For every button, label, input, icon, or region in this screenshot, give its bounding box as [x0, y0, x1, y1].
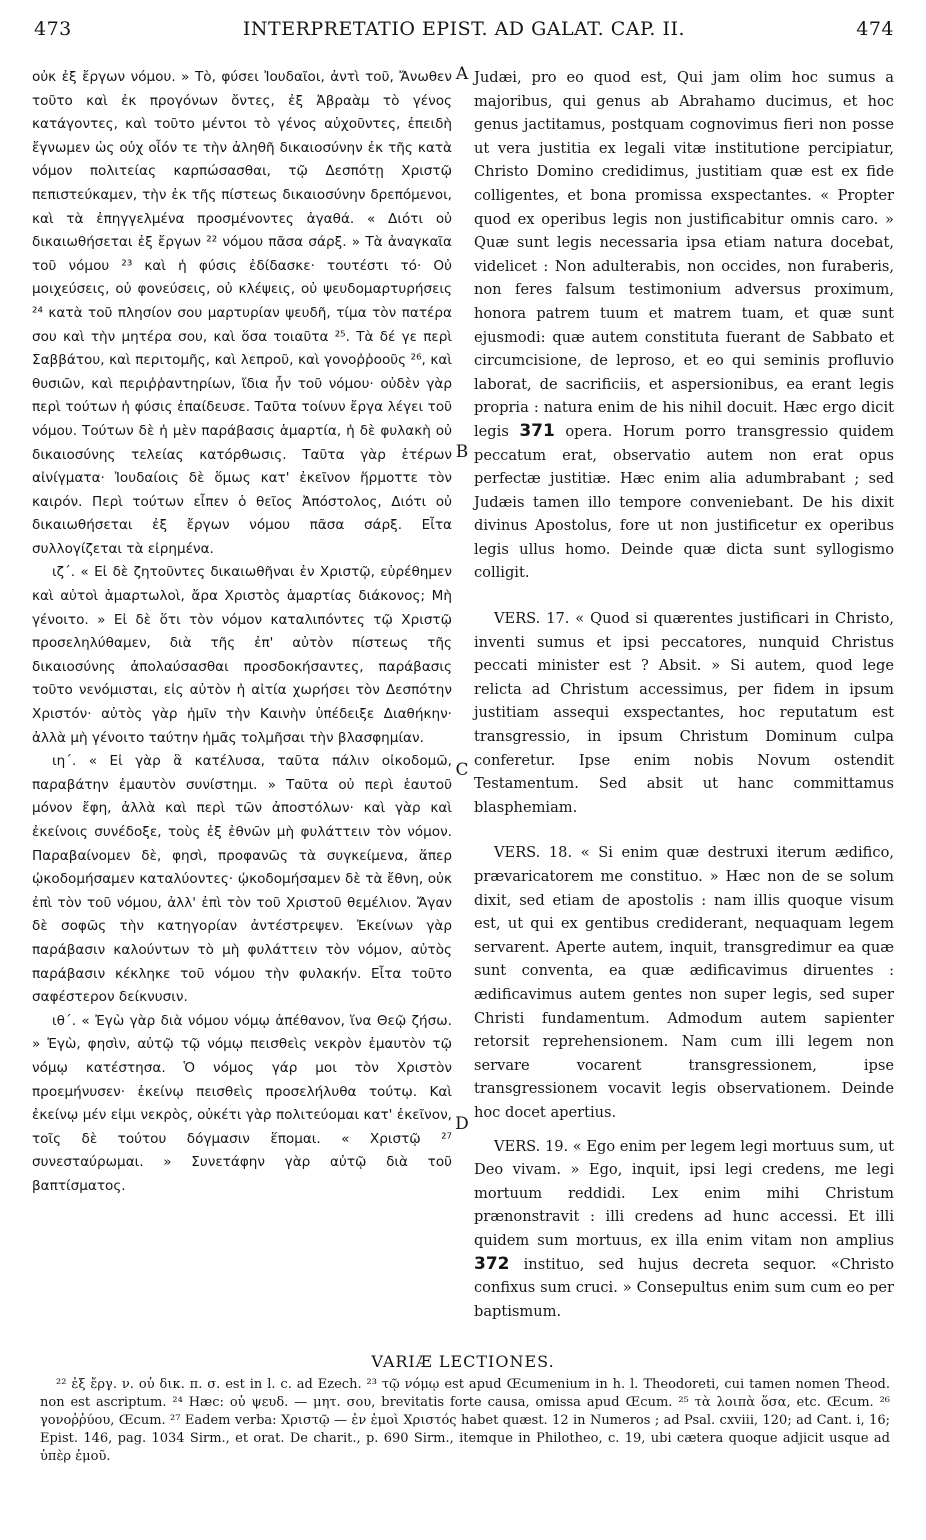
- variae-lectiones-heading: VARIÆ LECTIONES.: [371, 1352, 555, 1371]
- latin-paragraph: VERS. 17. « Quod si quærentes justificari in Christo, inventi sumus et ipsi peccatores, nunquid Christus peccati minister est ? Absit. » Si autem, quod lege relicta ad Christum accessimus, per fidem in ipsum justitiam assequi exspectantes, hoc reputatum est transgressio, in ipsum Christum Dominum culpa conferetur. Ipse enim nobis Novum ostendit Testamentum. Sed absit ut hanc committamus blasphemiam.: [474, 610, 894, 816]
- latin-paragraph: [474, 1135, 894, 1324]
- margin-letter-a: A: [455, 64, 469, 84]
- running-title: INTERPRETATIO EPIST. AD GALAT. CAP. II.: [242, 18, 686, 40]
- page-number-left: 473: [34, 18, 72, 40]
- latin-text: Judæi, pro eo quod est, Qui jam olim hoc sumus a majoribus, qui genus ab Abrahamo ducimus, et hoc genus jactitamus, postquam cognovimus fieri non posse ut vera justitia ex legali vitæ institutione percipiatur, Christo Domino credidimus, justitiam quæ est ex fide colligentes, et bona promissa exspectantes. « Propter quod ex operibus legis non justificabitur omnis caro. » Quæ sunt legis necessaria ipsa etiam natura docebat, videlicet : Non adulterabis, non occides, non furaberis, non feres falsum testimonium adversus proximum, honora patrem tuum et matrem tuam, et quæ sunt ejusmodi: quæ autem constituta fuerant de Sabbato et circumcisione, de leproso, et eo qui seminis profluvio laborat, de sacrificiis, et aspersionibus, ea erant legis propria : natura enim de his nihil docuit. Hæc ergo dicit legis: [474, 69, 894, 440]
- greek-paragraph: ιη΄. « Εἰ γὰρ ἃ κατέλυσα, ταῦτα πάλιν οἰκοδομῶ, παραβάτην ἐμαυτὸν συνίστημι. » Ταῦτα οὐ περὶ ἑαυτοῦ μόνον ἔφη, ἀλλὰ καὶ περὶ τῶν ἀποστόλων· καὶ γὰρ καὶ ἐκείνοις συνέδοξε, τοὺς ἐξ ἐθνῶν μὴ φυλάττειν τὸν νόμον. Παραβαίνομεν δὲ, φησὶ, προφανῶς τὰ συγκείμενα, ἅπερ ᾠκοδομήσαμεν καταλύοντες· ᾠκοδομήσαμεν δὲ τὰ ἔθνη, οὐκ ἐπὶ τὸν τοῦ νόμου, ἀλλ' ἐπὶ τὸν τοῦ Χριστοῦ θεμέλιον. Ἄγαν δὲ σοφῶς τὴν κατηγορίαν ἀντέστρεψεν. Ἐκείνων γὰρ παράβασιν καλούντων τὸ μὴ φυλάττειν τὸν νόμον, αὐτὸς παράβασιν κέκληκε τοῦ νόμου τὴν φυλακήν. Εἶτα τοῦτο σαφέστερον δείκνυσιν.: [32, 753, 452, 1006]
- footnote-text: ²² ἐξ ἔργ. ν. οὐ δικ. π. σ. est in l. c. ad Ezech. ²³ τῷ νόμῳ est apud Œcumenium in h. l. Theodoreti, cui tamen nomen Theod. non est ascriptum. ²⁴ Hæc: οὐ ψευδ. — μητ. σου, brevitatis forte causa, omissa apud Œcum. ²⁵ τὰ λοιπὰ ὅσα, etc. Œcum. ²⁶ γονοῤῥύου, Œcum. ²⁷ Eadem verba: Χριστῷ — ἐν ἐμοὶ Χριστός habet quæst. 12 in Numeros ; ad Psal. cxviii, 120; ad Cant. i, 16; Epist. 146, pag. 1034 Sirm., et orat. De charit., p. 690 Sirm., itemque in Philotheo, c. 19, ubi cætera quoque adjicit usque ad ὑπὲρ ἐμοῦ.: [40, 1377, 890, 1464]
- greek-paragraph: ιζ΄. « Εἰ δὲ ζητοῦντες δικαιωθῆναι ἐν Χριστῷ, εὑρέθημεν καὶ αὐτοὶ ἁμαρτωλοὶ, ἄρα Χριστὸς ἁμαρτίας διάκονος; Μὴ γένοιτο. » Εἰ δὲ ὅτι τὸν νόμον καταλιπόντες τῷ Χριστῷ προσεληλύθαμεν, διὰ τῆς ἐπ' αὐτὸν πίστεως τῆς δικαιοσύνης ἀπολαύσασθαι προσδοκήσαντες, παράβασις τοῦτο νενόμισται, εἰς αὐτὸν ἡ αἰτία χωρήσει τὸν Δεσπότην Χριστόν· αὐτὸς γὰρ ἡμῖν τὴν Καινὴν ὑπέδειξε Διαθήκην· ἀλλὰ μὴ γένοιτο ταύτην ἡμᾶς τολμῆσαι τὴν βλασφημίαν.: [32, 564, 452, 746]
- greek-paragraph: ιθ΄. « Ἐγὼ γὰρ διὰ νόμου νόμῳ ἀπέθανον, ἵνα Θεῷ ζήσω. » Ἐγὼ, φησὶν, αὐτῷ τῷ νόμῳ πεισθεὶς νεκρὸν ἐμαυτὸν τῷ νόμῳ κατέστησα. Ὁ νόμος γάρ μοι τὸν Χριστὸν προεμήνυσεν· ἐκείνῳ πεισθεὶς προσελήλυθα τούτῳ. Καὶ ἐκείνῳ μέν εἰμι νεκρὸς, οὐκέτι γὰρ πολιτεύομαι κατ' ἐκεῖνον, τοῖς δὲ τούτου δόγμασιν ἕπομαι. « Χριστῷ ²⁷ συνεσταύρωμαι. » Συνετάφην γὰρ αὐτῷ διὰ τοῦ βαπτίσματος.: [32, 1012, 452, 1194]
- page-header: [34, 18, 894, 44]
- greek-column: [32, 66, 452, 1199]
- latin-text: VERS. 19. « Ego enim per legem legi mortuus sum, ut Deo vivam. » Ego, inquit, ipsi legi credens, me legi mortuum reddidi. Lex enim mihi Christum prænonstravit : illi credens ad hunc accessi. Et illi quidem sum mortuus, ex illa enim vitam non amplius: [474, 1137, 894, 1249]
- latin-text: opera. Horum porro transgressio quidem peccatum erat, observatio autem non erat opus perfectæ justitiæ. Hæc enim alia adumbrabant ; sed Judæis tamen illo tempore conveniebant. De his dixit divinus Apostolus, fore ut non justificetur ex operibus legis ullus homo. Deinde quæ dicta sunt syllogismo colligit.: [474, 422, 895, 582]
- latin-text: instituo, sed hujus decreta sequor. «Christo confixus sum cruci. » Consepultus enim sum cum eo per baptismum.: [474, 1255, 895, 1320]
- column-number: 372: [474, 1253, 510, 1274]
- column-number: 371: [519, 420, 555, 441]
- page-number-right: 474: [856, 18, 894, 40]
- greek-paragraph: οὐκ ἐξ ἔργων νόμου. » Τὸ, φύσει Ἰουδαῖοι, ἀντὶ τοῦ, Ἄνωθεν τοῦτο καὶ ἐκ προγόνων ὄντες, ἐξ Ἀβραὰμ τὸ γένος κατάγοντες, καὶ τοῦτο μέντοι τὸ γένος αὐχοῦντες, ἐπειδὴ ἔγνωμεν ὡς οὐχ οἷόν τε τὴν ἀληθῆ δικαιοσύνην ἐκ τῆς κατὰ νόμον πολιτείας καρπώσασθαι, τῷ Δεσπότῃ Χριστῷ πεπιστεύκαμεν, τὴν ἐκ τῆς πίστεως δικαιοσύνην δρεπόμενοι, καὶ τὰ ἐπηγγελμένα προσμένοντες ἀγαθά. « Διότι οὐ δικαιωθήσεται ἐξ ἔργων ²² νόμου πᾶσα σάρξ. » Τὰ ἀναγκαῖα τοῦ νόμου ²³ καὶ ἡ φύσις ἐδίδασκε· τουτέστι τό· Οὐ μοιχεύσεις, οὐ φονεύσεις, οὐ κλέψεις, οὐ ψευδομαρτυρήσεις ²⁴ κατὰ τοῦ πλησίον σου μαρτυρίαν ψευδῆ, τίμα τὸν πατέρα σου καὶ τὴν μητέρα σου, καὶ ὅσα τοιαῦτα ²⁵. Τὰ δέ γε περὶ Σαββάτου, καὶ περιτομῆς, καὶ λεπροῦ, καὶ γονοῤῥοοῦς ²⁶, καὶ θυσιῶν, καὶ περιῤῥαντηρίων, ἴδια ἦν τοῦ νόμου· οὐδὲν γὰρ περὶ τούτων ἡ φύσις ἐπαίδευσε. Ταῦτα τοίνυν ἔργα λέγει τοῦ νόμου. Τούτων δὲ ἡ μὲν παράβασις ἁμαρτία, ἡ δὲ φυλακὴ οὐ δικαιοσύνης τελείας κατόρθωσις. Ταῦτα γὰρ ἑτέρων αἰνίγματα· Ἰουδαίοις δὲ ὅμως κατ' ἐκεῖνον ἥρμοττε τὸν καιρόν. Περὶ τούτων εἶπεν ὁ θεῖος Ἀπόστολος, Διότι οὐ δικαιωθήσεται ἐξ ἔργων νόμου πᾶσα σάρξ. Εἶτα συλλογίζεται τὰ εἰρημένα.: [32, 69, 452, 557]
- latin-column: [474, 66, 894, 1323]
- margin-letter-c: C: [455, 760, 469, 780]
- latin-paragraph: VERS. 18. « Si enim quæ destruxi iterum ædifico, prævaricatorem me constituo. » Hæc non de se solum dixit, sed etiam de apostolis : nam illis quoque visum est, ut qui ex gentibus crediderant, nequaquam legem servarent. Aperte autem, inquit, transgredimur ea quæ sunt conventa, ea quæ ædificavimus diruentes : ædificavimus autem gentes non super legis, sed super Christi fundamentum. Admodum autem sapienter retorsit reprehensionem. Nam cum illi legem non servare vocarent transgressionem, ipse transgressionem vocavit legis observationem. Deinde hoc docet apertius.: [474, 844, 894, 1121]
- margin-letter-b: B: [455, 442, 469, 462]
- footnotes: [40, 1376, 890, 1466]
- latin-paragraph: [474, 66, 894, 585]
- margin-letter-d: D: [455, 1114, 469, 1134]
